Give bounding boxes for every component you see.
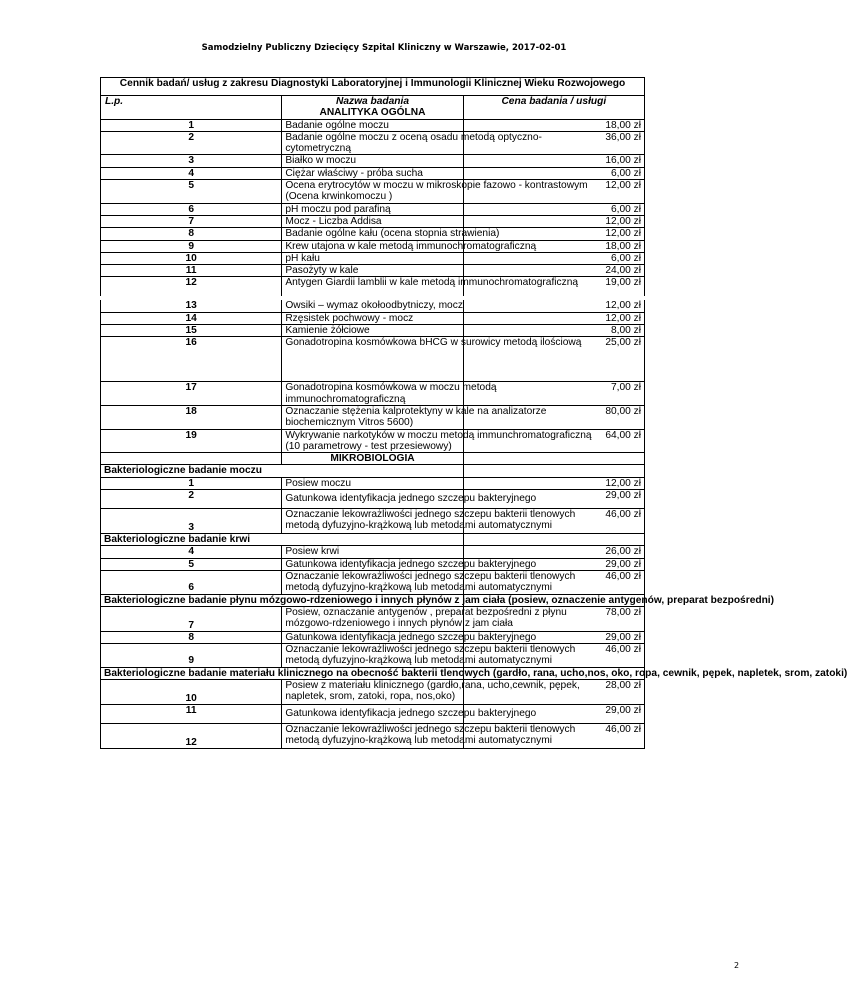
row-name [282,644,576,668]
table-row [101,325,645,337]
row-name [282,570,576,594]
table-row [101,405,645,429]
row-price: 28,00 zł [463,679,644,704]
row-name-line: Pasożyty w kale [285,265,359,277]
row-lp: 7 [101,606,282,631]
row-name-line: Oznaczanie lekowrażliwości jednego szczepu bakterii tlenowych [285,509,576,521]
row-lp: 18 [101,405,282,429]
table-row [101,644,645,668]
row-name-line: Ocena erytrocytów w moczu w mikroskopie fazowo - kontrastowym [285,180,588,192]
row-name-line: Mocz - Liczba Addisa [285,215,382,227]
row-name-line: Ciężar właściwy - próba sucha [285,167,423,179]
group-title: Bakteriologiczne badanie materiału klinicznego na obecność bakterii tlenowych (gardło, rana, ucho,nos, oko, ropa, cewnik, pępek, napletek, srom, zatoki) [101,667,464,679]
row-name-line: Badanie ogólne kału (ocena stopnia strawienia) [285,228,500,240]
row-price: 6,00 zł [463,252,644,264]
row-price: 12,00 zł [463,298,644,312]
section-title: ANALITYKA OGÓLNA [282,107,463,119]
price-list-table [100,77,847,749]
row-name-line: Oznaczanie lekowrażliwości jednego szczepu bakterii tlenowych [285,644,576,656]
table-row [101,265,645,277]
table-row [101,228,645,240]
row-price: 12,00 zł [463,477,644,489]
row-price: 6,00 zł [463,167,644,179]
row-name-line: napletek, srom, zatoki, ropa, nos,oko) [285,691,456,703]
row-name: Gatunkowa identyfikacja jednego szczepu bakteryjnego [282,704,463,723]
row-price: 18,00 zł [463,240,644,252]
row-name [282,228,500,240]
row-lp: 6 [101,570,282,594]
group-row [101,594,645,606]
row-name: Gatunkowa identyfikacja jednego szczepu bakteryjnego [282,631,463,643]
table-row [101,252,645,264]
row-name [282,119,463,131]
section-title: MIKROBIOLOGIA [282,453,463,465]
row-name-line: Gonadotropina kosmówkowa bHCG w surowicy metodą ilościową [285,337,582,349]
table-row [101,570,645,594]
row-name [282,312,463,324]
row-price: 7,00 zł [463,382,644,406]
row-name-line: Wykrywanie narkotyków w moczu metodą immunchromatograficzną [285,429,592,441]
row-lp: 10 [101,679,282,704]
row-lp: 1 [101,119,282,131]
row-name-line: Posiew z materiału klinicznego (gardło,rana, ucho,cewnik, pępek, [285,679,580,691]
row-lp: 1 [101,477,282,489]
table-row [101,704,645,723]
group-title: Bakteriologiczne badanie płynu mózgowo-rdzeniowego i innych płynów z jam ciała (posiew, oznaczenie antygenów, preparat bezpośredni) [101,594,464,606]
row-price: 18,00 zł [463,119,644,131]
row-lp: 17 [101,382,282,406]
row-price: 29,00 zł [463,558,644,570]
row-price: 29,00 zł [463,490,644,509]
row-name [282,167,463,179]
row-name [282,606,567,631]
row-price: 46,00 zł [463,509,644,534]
table-row [101,312,645,324]
table-row [101,180,645,204]
table-title-row [101,78,645,96]
section-row [101,107,645,119]
row-price: 16,00 zł [463,155,644,167]
row-name-line: pH moczu pod parafiną [285,203,391,215]
row-lp: 11 [101,704,282,723]
table-row [101,679,645,704]
table-row [101,131,645,155]
row-name [282,203,463,215]
table-row [101,606,645,631]
row-name [282,382,497,406]
row-lp: 5 [101,180,282,204]
row-name-line: Antygen Giardii lamblii w kale metodą immunochromatograficzną [285,277,579,289]
table-row [101,119,645,131]
table-row [101,167,645,179]
table-row [101,490,645,509]
row-price: 80,00 zł [463,405,644,429]
row-name [282,155,463,167]
table-row [101,477,645,489]
table-row [101,546,645,558]
row-lp: 4 [101,546,282,558]
row-lp: 19 [101,429,282,453]
row-lp: 6 [101,203,282,215]
table-row [101,155,645,167]
row-price: 46,00 zł [463,723,644,748]
table-row [101,723,645,748]
table-row [101,337,645,382]
row-name [282,679,580,704]
table-row [101,215,645,227]
row-lp: 12 [101,723,282,748]
row-name-line: metodą dyfuzyjno-krążkową lub metodami automatycznymi [285,520,553,532]
table-row [101,509,645,534]
column-header-price: Cena badania / usługi [463,96,644,108]
row-name-line: Białko w moczu [285,155,357,167]
row-price: 6,00 zł [463,203,644,215]
row-name: Gatunkowa identyfikacja jednego szczepu bakteryjnego [282,490,463,509]
row-name [282,509,576,534]
row-lp: 14 [101,312,282,324]
column-header-lp: L.p. [101,96,282,108]
table-row [101,429,645,453]
table-row [101,298,645,312]
row-price: 8,00 zł [463,325,644,337]
row-name [282,337,582,382]
table-row [101,382,645,406]
row-price: 12,00 zł [463,215,644,227]
row-price: 19,00 zł [463,277,644,299]
row-name-line: Owsiki – wymaz okołoodbytniczy, mocz [285,300,463,312]
row-price: 12,00 zł [463,312,644,324]
row-name-line: Gonadotropina kosmówkowa w moczu metodą [285,382,497,394]
row-name-line: metodą dyfuzyjno-krążkową lub metodami automatycznymi [285,655,553,667]
row-lp: 2 [101,131,282,155]
row-name-line: biochemicznym Vitros 5600) [285,417,414,429]
column-header-name: Nazwa badania [282,96,463,108]
row-name-line: Oznaczanie lekowrażliwości jednego szczepu bakterii tlenowych [285,570,576,582]
row-price: 26,00 zł [463,546,644,558]
row-name [282,180,588,204]
group-row [101,534,645,546]
row-name-line: Badanie ogólne moczu z oceną osadu metodą optyczno- [285,131,542,143]
row-lp: 9 [101,240,282,252]
row-lp: 15 [101,325,282,337]
row-name [282,405,547,429]
row-lp: 8 [101,631,282,643]
row-price: 25,00 zł [463,337,644,382]
row-lp: 9 [101,644,282,668]
row-price: 78,00 zł [463,606,644,631]
table-row [101,203,645,215]
row-price: 12,00 zł [463,228,644,240]
row-name-line: (10 parametrowy - test przesiewowy) [285,440,452,452]
row-price: 12,00 zł [463,180,644,204]
table-row [101,240,645,252]
row-name [282,265,463,277]
row-name-line: metodą dyfuzyjno-krążkową lub metodami automatycznymi [285,735,553,747]
row-name-line: Rzęsistek pochwowy - mocz [285,312,414,324]
row-name [282,131,542,155]
row-name [282,325,463,337]
row-lp: 16 [101,337,282,382]
row-lp: 12 [101,277,282,299]
row-name-line: mózgowo-rdzeniowego i innych płynów z jam ciała [285,618,513,630]
row-price: 46,00 zł [463,644,644,668]
row-name: Posiew moczu [282,477,463,489]
row-lp: 4 [101,167,282,179]
row-name [282,277,579,299]
section-row [101,453,645,465]
group-title: Bakteriologiczne badanie krwi [101,534,464,546]
row-name-line: Krew utajona w kale metodą immunochromatograficzną [285,240,537,252]
row-name-line: metodą dyfuzyjno-krążkową lub metodami automatycznymi [285,582,553,594]
row-price: 29,00 zł [463,631,644,643]
row-price: 64,00 zł [463,429,644,453]
row-lp: 8 [101,228,282,240]
row-name-line: pH kału [285,252,320,264]
row-name [282,215,463,227]
row-name-line: Oznaczanie lekowrażliwości jednego szczepu bakterii tlenowych [285,723,576,735]
row-name [282,429,592,453]
row-name [282,252,463,264]
row-name-line: cytometryczną [285,143,351,155]
row-price: 36,00 zł [463,131,644,155]
row-name [282,298,463,312]
row-lp: 5 [101,558,282,570]
row-name: Gatunkowa identyfikacja jednego szczepu bakteryjnego [282,558,463,570]
row-lp: 3 [101,155,282,167]
row-name-line: Badanie ogólne moczu [285,119,389,131]
row-name: Posiew krwi [282,546,463,558]
row-lp: 10 [101,252,282,264]
row-price: 29,00 zł [463,704,644,723]
row-name-line: immunochromatograficzną [285,393,406,405]
row-name-line: Kamienie żółciowe [285,325,370,337]
group-row [101,465,645,477]
row-price: 46,00 zł [463,570,644,594]
column-header-row [101,96,645,108]
row-name [282,240,537,252]
table-row [101,558,645,570]
row-lp: 2 [101,490,282,509]
row-name [282,723,576,748]
row-name-line: Oznaczanie stężenia kalprotektyny w kale na analizatorze [285,405,547,417]
page-number: 2 [734,961,740,970]
document-header: Samodzielny Publiczny Dziecięcy Szpital Kliniczny w Warszawie, 2017-02-01 [201,43,567,53]
row-lp: 13 [101,298,282,312]
group-row [101,667,645,679]
row-lp: 7 [101,215,282,227]
table-row [101,277,645,299]
row-price: 24,00 zł [463,265,644,277]
table-row [101,631,645,643]
row-name-line: (Ocena krwinkomoczu ) [285,191,393,203]
row-lp: 11 [101,265,282,277]
group-title: Bakteriologiczne badanie moczu [101,465,464,477]
row-lp: 3 [101,509,282,534]
row-name-line: Posiew, oznaczanie antygenów , preparat bezpośredni z płynu [285,606,567,618]
table-title: Cennik badań/ usług z zakresu Diagnostyki Laboratoryjnej i Immunologii Klinicznej Wieku Rozwojowego [101,78,645,96]
